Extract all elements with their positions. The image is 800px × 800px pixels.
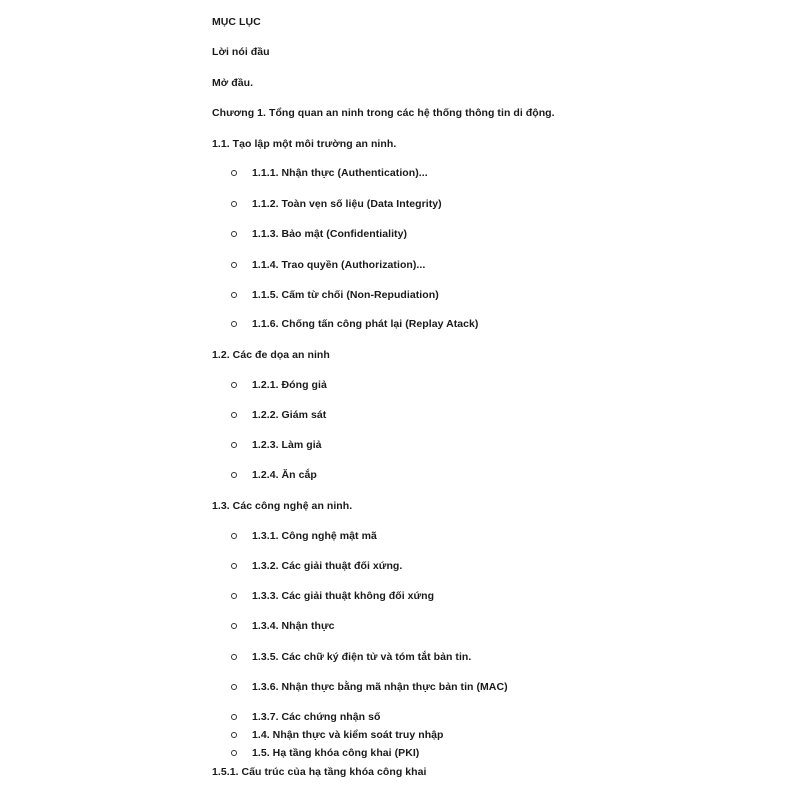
toc-entry-text: 1.1.2. Toàn vẹn số liệu (Data Integrity) xyxy=(252,198,442,210)
toc-entry xyxy=(252,197,442,211)
toc-entry-text: 1.3.7. Các chứng nhận số xyxy=(252,711,381,723)
toc-entry xyxy=(252,378,327,392)
toc-heading xyxy=(212,765,427,779)
toc-entry-text: 1.3.5. Các chữ ký điện tử và tóm tắt bản tin. xyxy=(252,651,472,663)
circle-bullet-icon xyxy=(231,231,237,237)
toc-entry xyxy=(252,680,508,694)
toc-entry xyxy=(252,559,402,573)
toc-entry xyxy=(252,529,377,543)
circle-bullet-icon xyxy=(231,412,237,418)
toc-entry-text: 1.1.5. Cấm từ chối (Non-Repudiation) xyxy=(252,289,439,301)
circle-bullet-icon xyxy=(231,732,237,738)
toc-entry-text: 1.1.3. Bảo mật (Confidentiality) xyxy=(252,228,408,240)
circle-bullet-icon xyxy=(231,750,237,756)
toc-entry xyxy=(252,317,478,331)
toc-heading xyxy=(212,76,253,90)
circle-bullet-icon xyxy=(231,714,237,720)
toc-entry-text: MỤC LỤC xyxy=(212,16,261,28)
toc-entry-text: Chương 1. Tổng quan an ninh trong các hệ thống thông tin di động. xyxy=(212,107,555,119)
toc-entry xyxy=(252,619,335,633)
toc-entry-text: 1.2. Các đe dọa an ninh xyxy=(212,349,330,361)
toc-entry-text: 1.3.3. Các giải thuật không đối xứng xyxy=(252,590,435,602)
toc-heading xyxy=(212,45,270,59)
toc-entry xyxy=(252,746,419,760)
circle-bullet-icon xyxy=(231,593,237,599)
toc-heading xyxy=(212,106,555,120)
toc-entry xyxy=(252,589,434,603)
toc-heading xyxy=(212,348,330,362)
toc-entry xyxy=(252,650,471,664)
circle-bullet-icon xyxy=(231,442,237,448)
toc-entry xyxy=(252,258,425,272)
toc-entry-text: 1.2.3. Làm giả xyxy=(252,439,322,451)
toc-entry-text: 1.3.4. Nhận thực xyxy=(252,620,335,632)
toc-entry-text: 1.4. Nhận thực và kiểm soát truy nhập xyxy=(252,729,444,741)
circle-bullet-icon xyxy=(231,201,237,207)
toc-entry xyxy=(252,710,380,724)
toc-entry-text: 1.2.4. Ăn cắp xyxy=(252,469,317,481)
toc-entry-text: 1.1.1. Nhận thực (Authentication)... xyxy=(252,167,428,179)
toc-entry-text: 1.3. Các công nghệ an ninh. xyxy=(212,500,353,512)
toc-entry-text: Mở đầu. xyxy=(212,77,254,89)
toc-entry xyxy=(252,408,326,422)
toc-entry xyxy=(252,288,439,302)
circle-bullet-icon xyxy=(231,533,237,539)
circle-bullet-icon xyxy=(231,563,237,569)
toc-entry-text: 1.5.1. Cấu trúc của hạ tầng khóa công khai xyxy=(212,766,427,778)
toc-entry-text: 1.1.4. Trao quyền (Authorization)... xyxy=(252,259,426,271)
toc-entry-text: 1.3.1. Công nghệ mật mã xyxy=(252,530,377,542)
toc-entry-text: Lời nói đầu xyxy=(212,46,270,58)
toc-heading xyxy=(212,499,352,513)
circle-bullet-icon xyxy=(231,623,237,629)
circle-bullet-icon xyxy=(231,292,237,298)
toc-entry xyxy=(252,227,407,241)
toc-entry xyxy=(252,166,428,180)
toc-entry-text: 1.1.6. Chống tấn công phát lại (Replay Atack) xyxy=(252,318,479,330)
toc-entry xyxy=(252,728,444,742)
circle-bullet-icon xyxy=(231,321,237,327)
toc-heading xyxy=(212,137,396,151)
circle-bullet-icon xyxy=(231,654,237,660)
circle-bullet-icon xyxy=(231,684,237,690)
circle-bullet-icon xyxy=(231,472,237,478)
toc-entry-text: 1.3.6. Nhận thực bằng mã nhận thực bản tin (MAC) xyxy=(252,681,508,693)
toc-heading xyxy=(212,15,261,29)
circle-bullet-icon xyxy=(231,170,237,176)
toc-entry-text: 1.1. Tạo lập một môi trường an ninh. xyxy=(212,138,397,150)
circle-bullet-icon xyxy=(231,382,237,388)
toc-entry xyxy=(252,468,317,482)
toc-entry-text: 1.2.2. Giám sát xyxy=(252,409,327,421)
toc-entry-text: 1.2.1. Đóng giả xyxy=(252,379,327,391)
toc-entry-text: 1.5. Hạ tầng khóa công khai (PKI) xyxy=(252,747,420,759)
toc-entry-text: 1.3.2. Các giải thuật đối xứng. xyxy=(252,560,403,572)
circle-bullet-icon xyxy=(231,262,237,268)
toc-entry xyxy=(252,438,322,452)
